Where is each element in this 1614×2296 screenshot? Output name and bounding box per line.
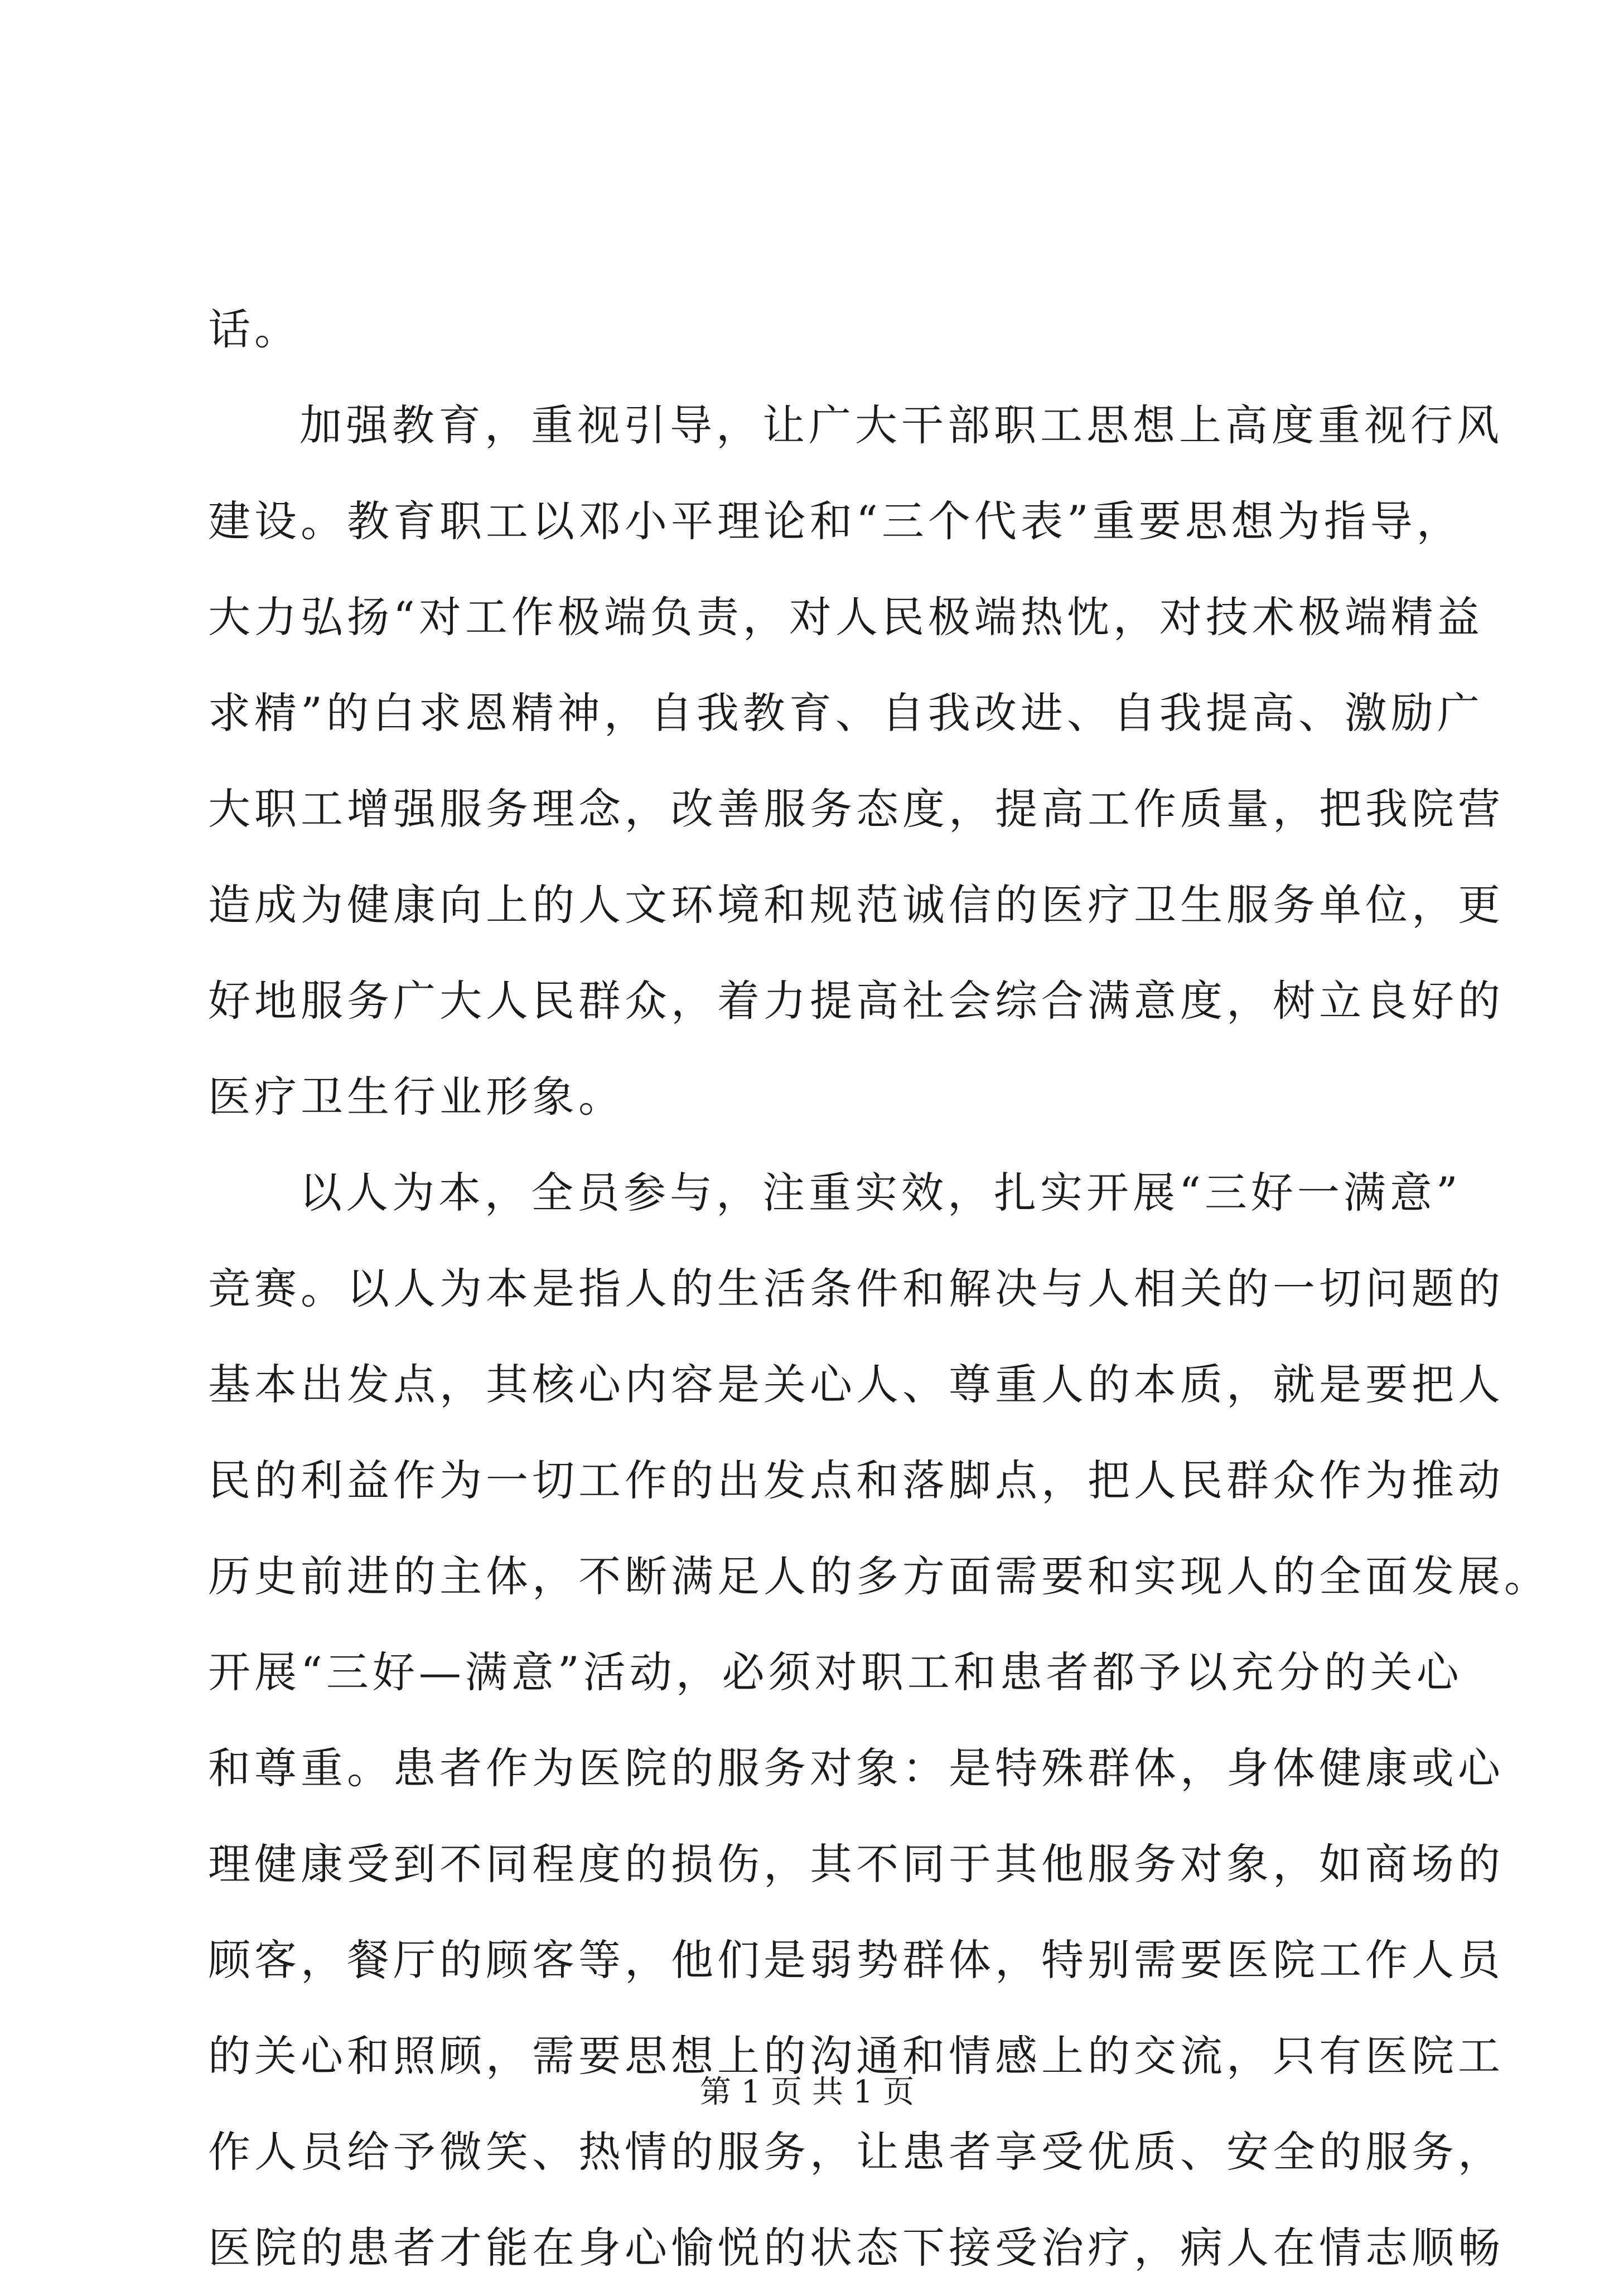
text-line: 大职工增强服务理念，改善服务态度，提高工作质量，把我院营: [208, 784, 1504, 834]
text-line: 加强教育，重视引导，让广大干部职工思想上高度重视行风: [299, 400, 1503, 450]
text-line: 求精”的白求恩精神，自我教育、自我改进、自我提高、激励广: [208, 688, 1483, 738]
text-line: 基本出发点，其核心内容是关心人、尊重人的本质，就是要把人: [208, 1360, 1504, 1409]
text-line: 造成为健康向上的人文环境和规范诚信的医疗卫生服务单位，更: [208, 880, 1504, 930]
text-line: 建设。教育职工以邓小平理论和“三个代表”重要思想为指导，: [208, 496, 1463, 546]
text-line: 作人员给予微笑、热情的服务，让患者享受优质、安全的服务，: [208, 2127, 1504, 2177]
text-line: 开展“三好—满意”活动，必须对职工和患者都予以充分的关心: [208, 1647, 1463, 1697]
text-line: 理健康受到不同程度的损伤，其不同于其他服务对象，如商场的: [208, 1839, 1504, 1889]
text-line: 大力弘扬“对工作极端负责，对人民极端热忱，对技术极端精益: [208, 592, 1483, 642]
text-line: 竞赛。以人为本是指人的生活条件和解决与人相关的一切问题的: [208, 1264, 1504, 1313]
text-line: 历史前进的主体，不断满足人的多方面需要和实现人的全面发展。: [208, 1551, 1550, 1601]
text-line: 话。: [208, 304, 301, 354]
text-line: 医疗卫生行业形象。: [208, 1072, 625, 1122]
text-line: 的关心和照顾，需要思想上的沟通和情感上的交流，只有医院工: [208, 2031, 1504, 2081]
text-line: 以人为本，全员参与，注重实效，扎实开展“三好一满意”: [299, 1168, 1462, 1217]
text-line: 和尊重。患者作为医院的服务对象：是特殊群体，身体健康或心: [208, 1743, 1504, 1793]
text-line: 医院的患者才能在身心愉悦的状态下接受治疗，病人在情志顺畅: [208, 2223, 1504, 2273]
text-line: 顾客，餐厅的顾客等，他们是弱势群体，特别需要医院工作人员: [208, 1935, 1504, 1985]
text-line: 好地服务广大人民群众，着力提高社会综合满意度，树立良好的: [208, 976, 1504, 1026]
document-body: [208, 282, 1550, 2296]
text-line: 民的利益作为一切工作的出发点和落脚点，把人民群众作为推动: [208, 1456, 1504, 1505]
page-number-footer: 第 1 页 共 1 页: [699, 2074, 915, 2110]
